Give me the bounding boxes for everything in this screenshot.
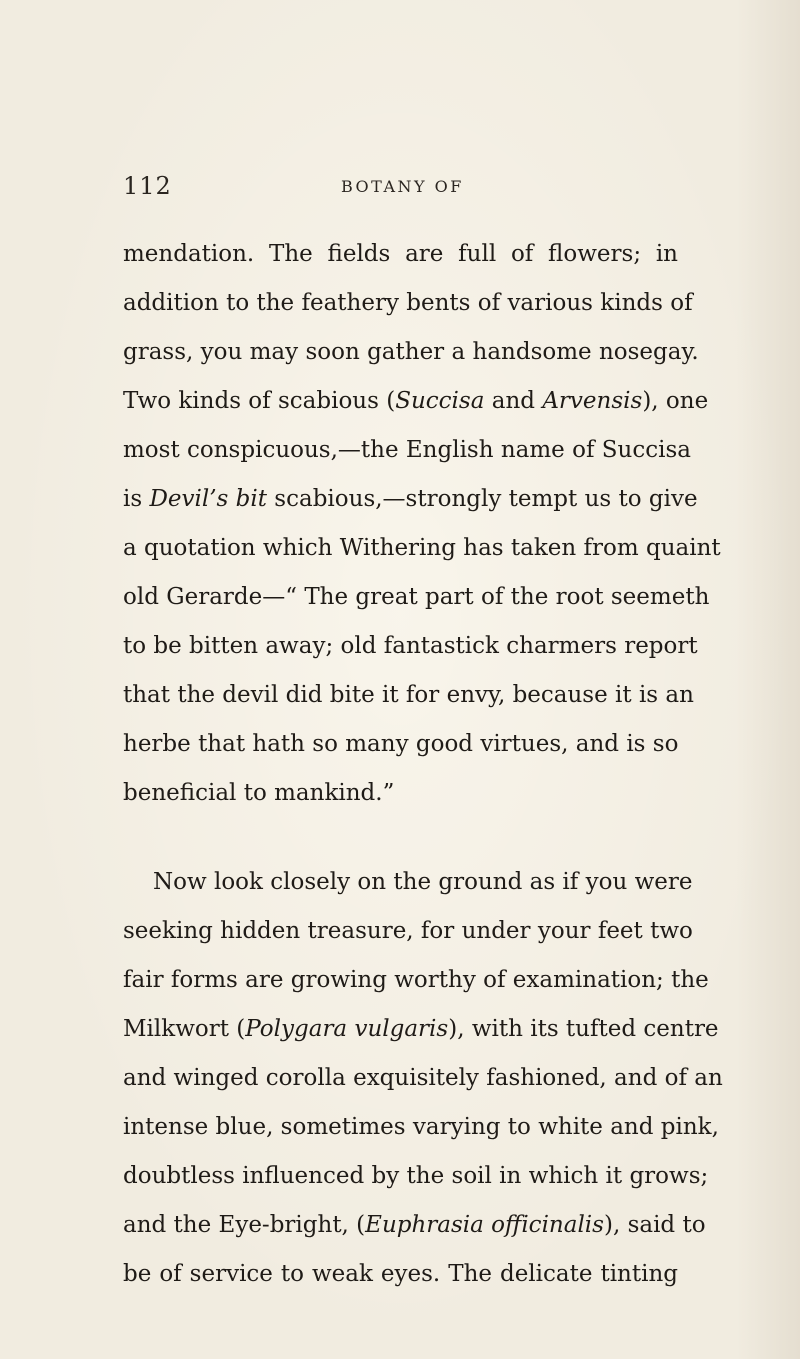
text-run: most conspicuous,—the English name of Succisa xyxy=(123,437,691,463)
text-run: scabious,—strongly tempt us to give xyxy=(267,486,698,512)
page-number: 112 xyxy=(123,172,172,200)
text-line xyxy=(123,377,709,426)
text-line xyxy=(123,279,693,328)
text-run: doubtless influenced by the soil in which it grows; xyxy=(123,1163,709,1189)
paragraph-gap xyxy=(123,818,678,858)
text-run: ), with its tufted centre xyxy=(448,1016,719,1042)
text-run: seeking hidden treasure, for under your feet two xyxy=(123,918,693,944)
paragraph xyxy=(123,230,721,818)
text-run: herbe that hath so many good virtues, and is so xyxy=(123,731,679,757)
text-run: grass, you may soon gather a handsome nosegay. xyxy=(123,339,699,365)
text-run: Milkwort ( xyxy=(123,1016,246,1042)
text-run: a quotation which Withering has taken from quaint xyxy=(123,535,721,561)
text-run: beneficial to mankind.” xyxy=(123,780,395,806)
italic-text: Polygara vulgaris xyxy=(245,1016,449,1042)
italic-text: Devil’s bit xyxy=(149,486,267,512)
running-head: BOTANY OF xyxy=(341,177,464,196)
text-run: addition to the feathery bents of various kinds of xyxy=(123,290,693,316)
text-line xyxy=(123,426,691,475)
text-line xyxy=(123,622,698,671)
text-run: is xyxy=(123,486,150,512)
text-line xyxy=(123,1152,709,1201)
italic-text: Euphrasia officinalis xyxy=(365,1212,604,1238)
text-run: that the devil did bite it for envy, because it is an xyxy=(123,682,694,708)
text-run: Now look closely on the ground as if you were xyxy=(153,869,693,895)
text-line xyxy=(123,858,693,907)
text-line xyxy=(123,1005,719,1054)
text-line xyxy=(123,524,721,573)
text-run: fair forms are growing worthy of examination; the xyxy=(123,967,709,993)
paragraph xyxy=(123,858,723,1299)
page-header xyxy=(0,172,800,202)
text-line xyxy=(123,1103,719,1152)
text-line xyxy=(123,907,693,956)
text-line xyxy=(123,956,709,1005)
text-line xyxy=(123,230,678,279)
text-run: Two kinds of scabious ( xyxy=(123,388,396,414)
italic-text: Succisa xyxy=(395,388,485,414)
text-line xyxy=(123,1250,678,1299)
italic-text: Arvensis xyxy=(542,388,643,414)
text-run: be of service to weak eyes. The delicate tinting xyxy=(123,1261,678,1287)
text-line xyxy=(123,328,699,377)
text-line xyxy=(123,573,710,622)
text-run: old Gerarde—“ The great part of the root seemeth xyxy=(123,584,710,610)
text-run: and the Eye-bright, ( xyxy=(123,1212,366,1238)
text-run: intense blue, sometimes varying to white and pink, xyxy=(123,1114,719,1140)
text-run: to be bitten away; old fantastick charmers report xyxy=(123,633,698,659)
text-line xyxy=(123,720,678,769)
text-line xyxy=(123,1054,723,1103)
text-run: and xyxy=(484,388,543,414)
text-line xyxy=(123,475,698,524)
text-line xyxy=(123,769,678,818)
text-line xyxy=(123,1201,706,1250)
text-line xyxy=(123,671,694,720)
body-text xyxy=(123,230,723,1299)
text-run: and winged corolla exquisitely fashioned, and of an xyxy=(123,1065,723,1091)
text-run: mendation. The fields are full of flowers; in xyxy=(123,241,678,267)
text-run: ), one xyxy=(642,388,709,414)
text-run: ), said to xyxy=(603,1212,706,1238)
